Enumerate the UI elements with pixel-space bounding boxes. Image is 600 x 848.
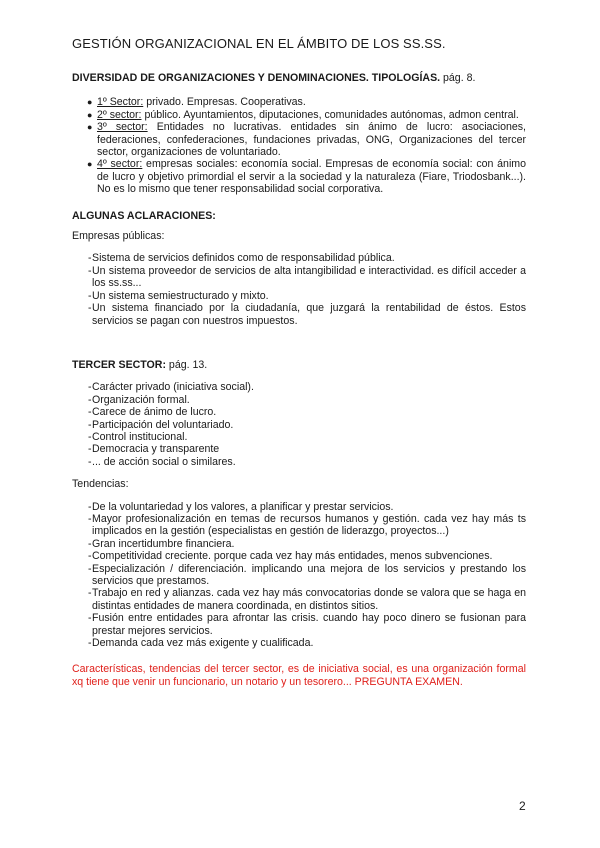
- dash-icon: -: [88, 302, 92, 315]
- dash-icon: -: [88, 537, 92, 550]
- dash-icon: -: [88, 289, 92, 302]
- dash-icon: -: [88, 430, 92, 443]
- page-header: GESTIÓN ORGANIZACIONAL EN EL ÁMBITO DE LOS SS.SS.: [72, 36, 446, 51]
- list-item: [72, 290, 526, 302]
- subheading-empresas-publicas: Empresas públicas:: [72, 230, 165, 243]
- list-item-text: Control institucional.: [92, 430, 188, 443]
- sector-list: [72, 96, 526, 195]
- sector-text: público. Ayuntamientos, diputaciones, comunidades autónomas, admon central.: [141, 108, 519, 121]
- list-item: [72, 96, 526, 108]
- list-item: [72, 587, 526, 612]
- section-title-text: TERCER SECTOR:: [72, 358, 166, 371]
- list-item: [72, 513, 526, 538]
- list-item: [72, 443, 526, 455]
- list-item-text: Democracia y transparente: [92, 443, 220, 456]
- list-item-text: Un sistema financiado por la ciudadanía, que juzgará la rentabilidad de éstos. Estos servicios se pagan con nuestros impuestos.: [92, 302, 526, 327]
- bullet-icon: ●: [87, 122, 93, 133]
- dash-icon: -: [88, 252, 92, 265]
- bullet-icon: ●: [87, 97, 93, 108]
- document-body: [72, 72, 526, 688]
- section-aclaraciones-title: ALGUNAS ACLARACIONES:: [72, 209, 216, 222]
- tendencias-list: [72, 501, 526, 650]
- list-item: [72, 637, 526, 649]
- sector-label: 1º Sector:: [97, 96, 144, 109]
- list-item: [72, 563, 526, 588]
- list-item-text: Demanda cada vez más exigente y cualificada.: [92, 637, 314, 650]
- page-reference: pág. 13.: [165, 358, 208, 371]
- list-item-text: Un sistema semiestructurado y mixto.: [92, 289, 269, 302]
- tercer-sector-list: [72, 381, 526, 468]
- list-item: [72, 394, 526, 406]
- list-item: [72, 109, 526, 121]
- sector-text: privado. Empresas. Cooperativas.: [143, 96, 306, 109]
- list-item-text: Un sistema proveedor de servicios de alta intangibilidad e interactividad. es difícil acceder a los ss.ss...: [92, 264, 526, 290]
- list-item-text: Competitividad creciente. porque cada vez hay más entidades, menos subvenciones.: [92, 550, 493, 563]
- page-number: 2: [519, 799, 526, 813]
- sector-label: 2º sector:: [97, 108, 142, 121]
- list-item: [72, 431, 526, 443]
- dash-icon: -: [88, 612, 92, 625]
- list-item: [72, 158, 526, 195]
- list-item-text: Participación del voluntariado.: [92, 418, 234, 431]
- list-item: [72, 302, 526, 327]
- list-item-text: Mayor profesionalización en temas de recursos humanos y gestión. cada vez hay más ts implicados en la gestión (especialistas en gestión de liderazgo, proyectos...): [92, 512, 526, 538]
- dash-icon: -: [88, 418, 92, 431]
- exam-note: Características, tendencias del tercer sector, es de iniciativa social, es una organización formal xq tiene que venir un funcionario, un notario y un tesorero... PREGUNTA EXAMEN.: [72, 663, 526, 688]
- dash-icon: -: [88, 393, 92, 406]
- list-item: [72, 419, 526, 431]
- list-item: [72, 538, 526, 550]
- list-item-text: Organización formal.: [92, 393, 190, 406]
- list-item: [72, 550, 526, 562]
- list-item: [72, 265, 526, 290]
- list-item-text: Fusión entre entidades para afrontar las crisis. cuando hay poco dinero se fusionan para prestar mejores servicios.: [92, 612, 526, 637]
- bullet-icon: ●: [87, 109, 93, 120]
- sector-text: Entidades no lucrativas. entidades sin ánimo de lucro: asociaciones, federaciones, confederaciones, fundaciones privadas, ONG, Organizaciones del tercer sector, organizaciones de voluntariado.: [97, 121, 527, 159]
- list-item: [72, 406, 526, 418]
- dash-icon: -: [88, 512, 92, 525]
- section-title-text: DIVERSIDAD DE ORGANIZACIONES Y DENOMINACIONES. TIPOLOGÍAS.: [72, 72, 441, 84]
- list-item-text: Carece de ánimo de lucro.: [92, 406, 217, 419]
- dash-icon: -: [88, 381, 92, 394]
- list-item: [72, 381, 526, 393]
- list-item: [72, 252, 526, 264]
- dash-icon: -: [88, 406, 92, 419]
- list-item-text: Gran incertidumbre financiera.: [92, 537, 235, 550]
- empresas-publicas-list: [72, 252, 526, 326]
- dash-icon: -: [88, 587, 92, 600]
- dash-icon: -: [88, 637, 92, 650]
- list-item-text: Carácter privado (iniciativa social).: [92, 381, 254, 394]
- section-tercer-sector-title: [72, 359, 526, 371]
- list-item-text: Especialización / diferenciación. implicando una mejora de los servicios y prestando los servicios que prestamos.: [92, 562, 526, 587]
- list-item: [72, 456, 526, 468]
- list-item-text: De la voluntariedad y los valores, a planificar y prestar servicios.: [92, 500, 394, 513]
- list-item-text: ... de acción social o similares.: [92, 455, 236, 468]
- dash-icon: -: [88, 500, 92, 513]
- list-item-text: Trabajo en red y alianzas. cada vez hay más convocatorias donde se valora que se haga en distintas entidades de manera coordinada, en distintos sitios.: [92, 587, 526, 612]
- dash-icon: -: [88, 550, 92, 563]
- section-tipologias-title: [72, 72, 526, 84]
- dash-icon: -: [88, 455, 92, 468]
- page-reference: pág. 8.: [440, 72, 476, 84]
- sector-text: empresas sociales: economía social. Empresas de economía social: con ánimo de lucro y objetivo primordial el servir a la sociedad y la naturaleza (Fiare, Triodosbank...). No es lo mismo que tener responsabilidad social corporativa.: [97, 158, 527, 196]
- subheading-tendencias: Tendencias:: [72, 478, 129, 491]
- bullet-icon: ●: [87, 159, 93, 170]
- sector-label: 4º sector:: [97, 158, 143, 171]
- list-item-text: Sistema de servicios definidos como de responsabilidad pública.: [92, 252, 395, 265]
- dash-icon: -: [88, 562, 92, 575]
- list-item: [72, 121, 526, 158]
- dash-icon: -: [88, 264, 92, 277]
- list-item: [72, 501, 526, 513]
- sector-label: 3º sector:: [97, 121, 148, 134]
- dash-icon: -: [88, 443, 92, 456]
- list-item: [72, 612, 526, 637]
